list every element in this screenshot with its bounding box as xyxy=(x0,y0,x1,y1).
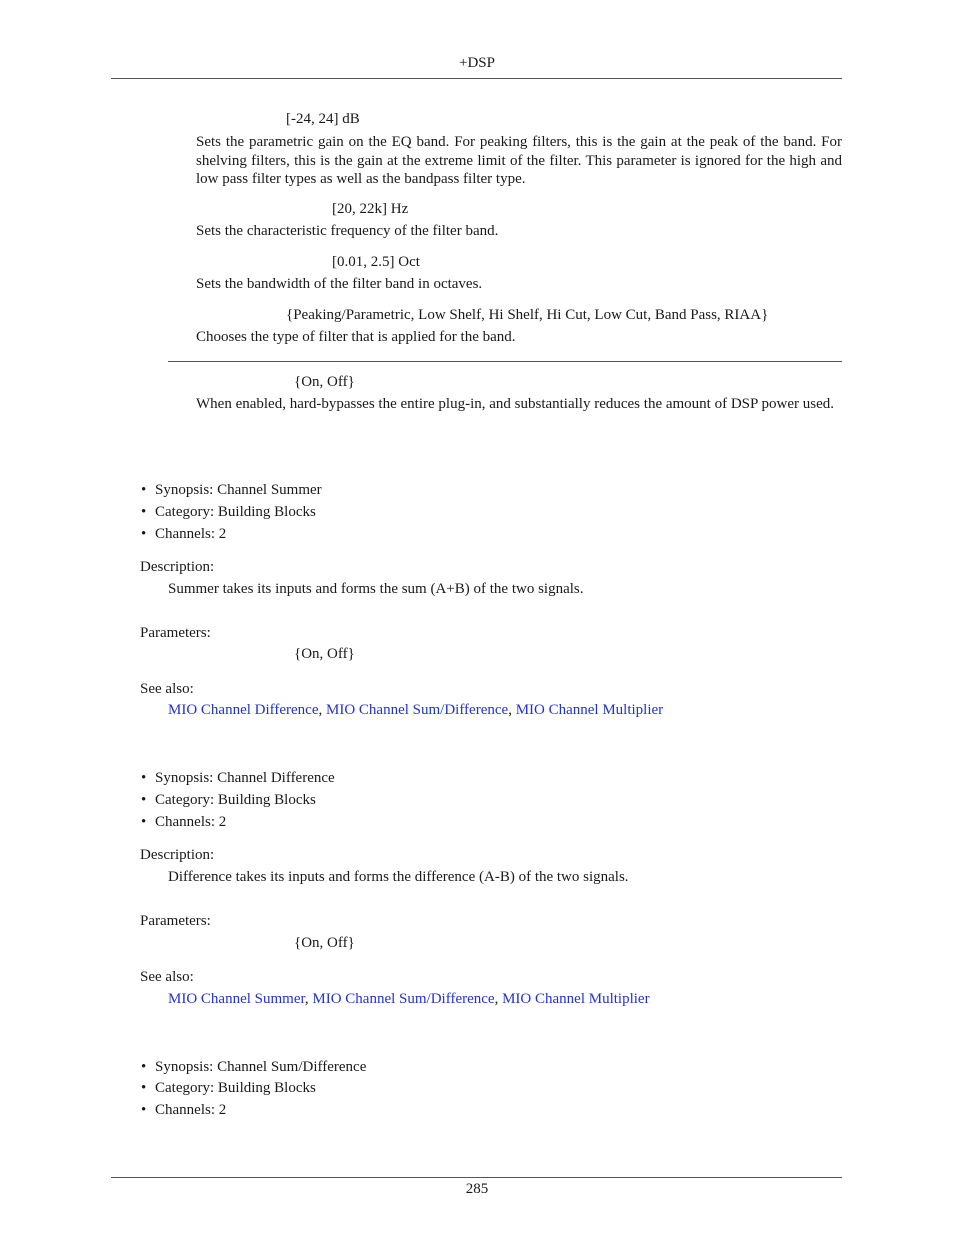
sumdiff-category: • Category: Building Blocks xyxy=(155,1079,316,1098)
summer-synopsis: • Synopsis: Channel Summer xyxy=(155,481,322,500)
difference-category: • Category: Building Blocks xyxy=(155,791,316,810)
summer-channels: • Channels: 2 xyxy=(155,525,226,544)
summer-see-also-label: See also: xyxy=(140,681,194,697)
link-mio-channel-sum-difference[interactable]: MIO Channel Sum/Difference xyxy=(312,991,495,1007)
difference-channels: • Channels: 2 xyxy=(155,813,226,832)
link-mio-channel-sum-difference[interactable]: MIO Channel Sum/Difference xyxy=(326,702,509,718)
difference-see-also-label: See also: xyxy=(140,969,194,985)
gain-range: [-24, 24] dB xyxy=(286,111,360,127)
difference-see-also-links: MIO Channel Summer, MIO Channel Sum/Difference, MIO Channel Multiplier xyxy=(168,991,650,1007)
header-rule xyxy=(111,78,842,79)
difference-param-range: {On, Off} xyxy=(294,935,355,951)
filter-type-range: {Peaking/Parametric, Low Shelf, Hi Shelf, Hi Cut, Low Cut, Band Pass, RIAA} xyxy=(286,307,769,323)
summer-category: • Category: Building Blocks xyxy=(155,503,316,522)
summer-description-label: Description: xyxy=(140,559,215,575)
sumdiff-channels: • Channels: 2 xyxy=(155,1101,226,1120)
bypass-description: When enabled, hard-bypasses the entire plug-in, and substantially reduces the amount of DSP power used. xyxy=(196,396,835,412)
difference-parameters-label: Parameters: xyxy=(140,913,211,929)
summer-description: Summer takes its inputs and forms the sum (A+B) of the two signals. xyxy=(168,581,584,597)
frequency-range: [20, 22k] Hz xyxy=(332,201,409,217)
summer-param-range: {On, Off} xyxy=(294,646,355,662)
summer-parameters-label: Parameters: xyxy=(140,625,211,641)
gain-description: Sets the parametric gain on the EQ band. For peaking filters, this is the gain at the peak of the band. For shelving filters, this is the gain at the extreme limit of the filter. This parameter is ignored for the high and low pass filter types as well as the bandpass filter type. xyxy=(196,134,842,187)
link-mio-channel-multiplier[interactable]: MIO Channel Multiplier xyxy=(502,991,650,1007)
frequency-description: Sets the characteristic frequency of the filter band. xyxy=(196,223,499,239)
link-mio-channel-summer[interactable]: MIO Channel Summer xyxy=(168,991,305,1007)
page-header-title: +DSP xyxy=(459,55,495,71)
bandwidth-description: Sets the bandwidth of the filter band in octaves. xyxy=(196,276,483,292)
link-mio-channel-multiplier[interactable]: MIO Channel Multiplier xyxy=(515,702,664,718)
difference-synopsis: • Synopsis: Channel Difference xyxy=(155,769,335,788)
bypass-range: {On, Off} xyxy=(294,374,355,390)
filter-type-description: Chooses the type of filter that is applied for the band. xyxy=(196,329,516,345)
page-number: 285 xyxy=(465,1181,489,1197)
footer-rule xyxy=(111,1177,842,1178)
link-mio-channel-difference[interactable]: MIO Channel Difference xyxy=(168,702,319,718)
bandwidth-range: [0.01, 2.5] Oct xyxy=(332,254,420,270)
summer-see-also-links: MIO Channel Difference, MIO Channel Sum/Difference, MIO Channel Multiplier xyxy=(168,702,664,718)
section-rule xyxy=(168,361,842,362)
difference-description-label: Description: xyxy=(140,847,215,863)
sumdiff-synopsis: • Synopsis: Channel Sum/Difference xyxy=(155,1058,366,1077)
difference-description: Difference takes its inputs and forms the difference (A-B) of the two signals. xyxy=(168,869,629,885)
